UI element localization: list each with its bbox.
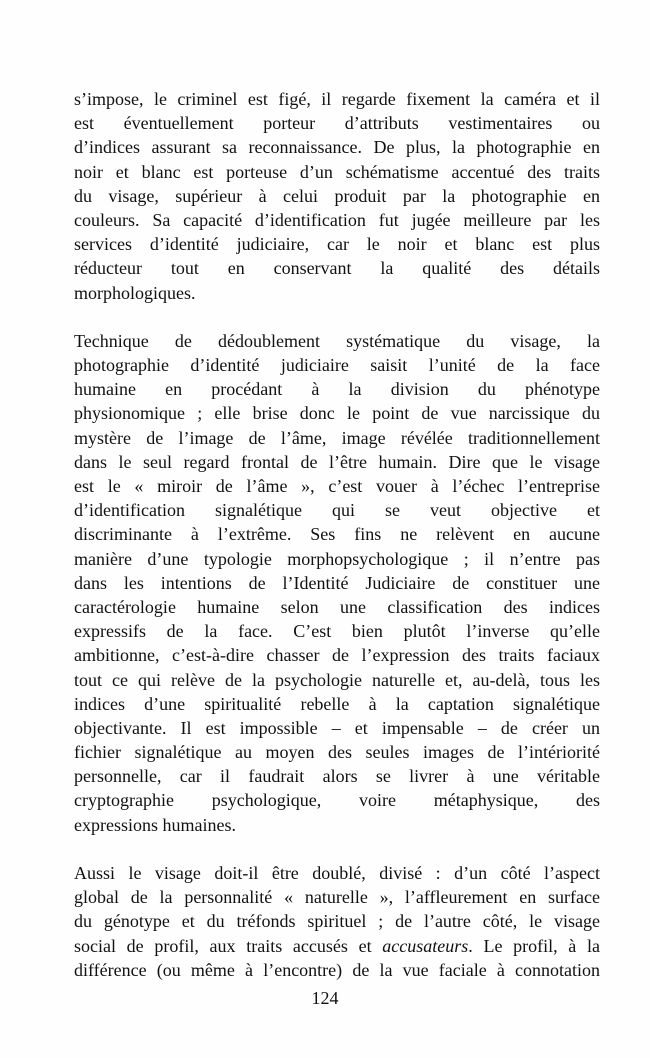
- text-line: discriminante à l’extrême. Ses fins ne relèvent en aucune: [74, 524, 600, 545]
- text-line: expressifs de la face. C’est bien plutôt l’inverse qu’elle: [74, 621, 600, 642]
- text-line: réducteur tout en conservant la qualité des détails: [74, 258, 600, 279]
- text-line: objectivante. Il est impossible – et impensable – de créer un: [74, 717, 600, 738]
- text-line: d’identification signalétique qui se veut objective et: [74, 500, 600, 521]
- text-line: ambitionne, c’est-à-dire chasser de l’expression des traits faciaux: [74, 645, 600, 666]
- text-line: dans les intentions de l’Identité Judiciaire de constituer une: [74, 572, 600, 593]
- text-line: différence (ou même à l’encontre) de la vue faciale à connotation: [74, 959, 600, 980]
- text-line: fichier signalétique au moyen des seules images de l’intériorité: [74, 742, 600, 763]
- paragraph-2: [74, 329, 600, 837]
- text-line: tout ce qui relève de la psychologie naturelle et, au-delà, tous les: [74, 669, 600, 690]
- text-line: morphologiques.: [74, 282, 196, 303]
- text-line: cryptographie psychologique, voire métaphysique, des: [74, 790, 600, 811]
- text-line: d’indices assurant sa reconnaissance. De plus, la photographie en: [74, 137, 600, 158]
- text-line: noir et blanc est porteuse d’un schématisme accentué des traits: [74, 161, 600, 182]
- text-line: expressions humaines.: [74, 814, 236, 835]
- text-line: humaine en procédant à la division du phénotype: [74, 379, 600, 400]
- text-line: du visage, supérieur à celui produit par la photographie en: [74, 185, 600, 206]
- page-number: 124: [311, 988, 339, 1008]
- text-line-with-italic: [74, 934, 600, 958]
- text-line: indices d’une spiritualité rebelle à la captation signalétique: [74, 693, 600, 714]
- paragraph-1: [74, 87, 600, 305]
- text-line: global de la personnalité « naturelle », l’affleurement en surface: [74, 887, 600, 908]
- body-text: [74, 87, 600, 982]
- text-line: physionomique ; elle brise donc le point de vue narcissique du: [74, 403, 600, 424]
- text-line: du génotype et du tréfonds spirituel ; de l’autre côté, le visage: [74, 911, 600, 932]
- text-line: est éventuellement porteur d’attributs vestimentaires ou: [74, 113, 600, 134]
- text-line: s’impose, le criminel est figé, il regarde fixement la caméra et il: [74, 89, 600, 109]
- text-line: Technique de dédoublement systématique du visage, la: [74, 330, 600, 351]
- italic-word: accusateurs: [382, 935, 469, 956]
- text-line: dans le seul regard frontal de l’être humain. Dire que le visage: [74, 451, 600, 472]
- text-segment: . Le profil, à la: [468, 935, 600, 956]
- text-line: manière d’une typologie morphopsychologique ; il n’entre pas: [74, 548, 600, 569]
- text-line: personnelle, car il faudrait alors se livrer à une véritable: [74, 766, 600, 787]
- text-line: mystère de l’image de l’âme, image révélée traditionnellement: [74, 427, 600, 448]
- text-line: Aussi le visage doit-il être doublé, divisé : d’un côté l’aspect: [74, 863, 600, 883]
- text-segment: social de profil, aux traits accusés et: [74, 935, 383, 956]
- paragraph-3: [74, 861, 600, 982]
- text-line: est le « miroir de l’âme », c’est vouer à l’échec l’entreprise: [74, 476, 600, 496]
- text-line: services d’identité judiciaire, car le noir et blanc est plus: [74, 234, 600, 255]
- text-line: photographie d’identité judiciaire saisit l’unité de la face: [74, 355, 600, 376]
- text-line: couleurs. Sa capacité d’identification fut jugée meilleure par les: [74, 209, 600, 230]
- text-line: caractérologie humaine selon une classification des indices: [74, 596, 600, 617]
